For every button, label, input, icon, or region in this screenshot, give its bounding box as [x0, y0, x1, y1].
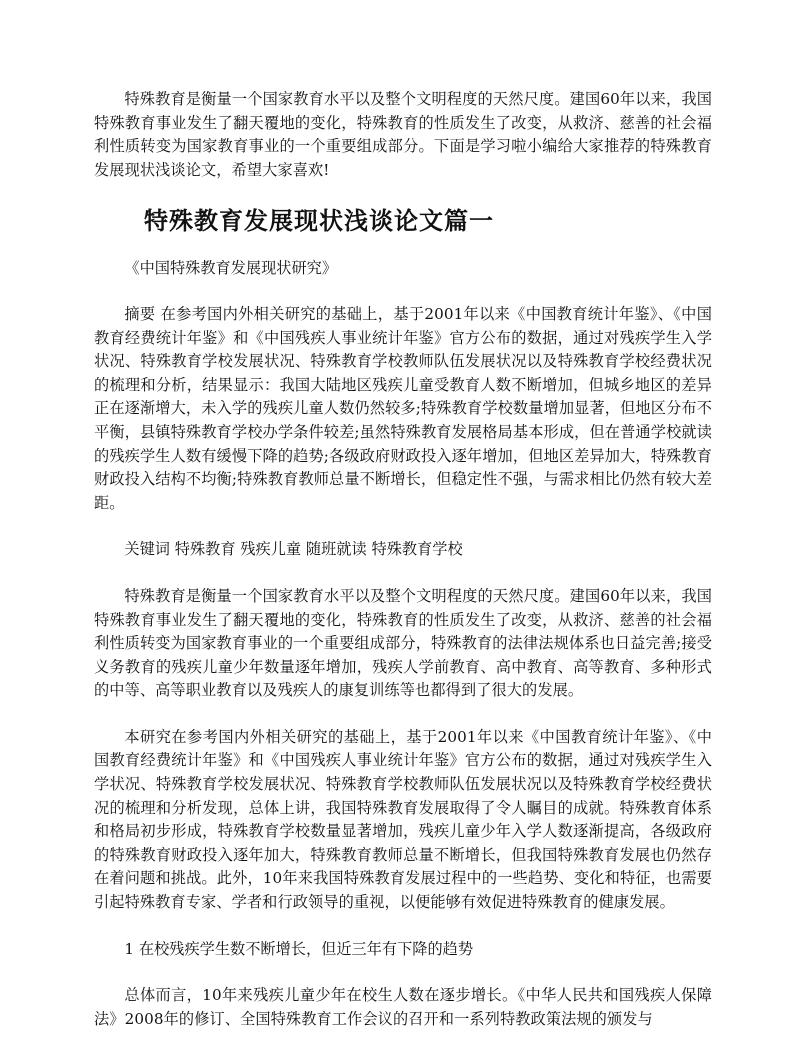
intro-paragraph: 特殊教育是衡量一个国家教育水平以及整个文明程度的天然尺度。建国60年以来，我国特殊教育事业发生了翻天覆地的变化，特殊教育的性质发生了改变，从救济、慈善的社会福利性质转变为国家教育事业的一个重要组成部分。下面是学习啦小编给大家推荐的特殊教育发展现状浅谈论文，希望大家喜欢!	[94, 90, 712, 179]
abstract-paragraph: 摘要 在参考国内外相关研究的基础上，基于2001年以来《中国教育统计年鉴》、《中国教育经费统计年鉴》和《中国残疾人事业统计年鉴》官方公布的数据，通过对残疾学生入学状况、特殊教育学校发展状况、特殊教育学校教师队伍发展状况以及特殊教育学校经费状况的梳理和分析，结果显示：我国大陆地区残疾儿童受教育人数不断增加，但城乡地区的差异正在逐渐增大，未入学的残疾儿童人数仍然较多;特殊教育学校数量增加显著，但地区分布不平衡，县镇特殊教育学校办学条件较差;虽然特殊教育发展格局基本形成，但在普通学校就读的残疾学生人数有缓慢下降的趋势;各级政府财政投入逐年增加，但地区差异加大，特殊教育财政投入结构不均衡;特殊教育教师总量不断增长，但稳定性不强，与需求相比仍然有较大差距。	[94, 304, 712, 512]
body-paragraph-1: 特殊教育是衡量一个国家教育水平以及整个文明程度的天然尺度。建国60年以来，我国特殊教育事业发生了翻天覆地的变化，特殊教育的性质发生了改变，从救济、慈善的社会福利性质转变为国家教育事业的一个重要组成部分，特殊教育的法律法规体系也日益完善;接受义务教育的残疾儿童少年数量逐年增加，残疾人学前教育、高中教育、高等教育、多种形式的中等、高等职业教育以及残疾人的康复训练等也都得到了很大的发展。	[94, 586, 712, 700]
article-heading: 特殊教育发展现状浅谈论文篇一	[144, 207, 494, 236]
reference-title: 《中国特殊教育发展现状研究》	[124, 259, 338, 278]
document-page	[94, 88, 712, 1054]
section-heading-1: 1 在校残疾学生数不断增长，但近三年有下降的趋势	[124, 939, 474, 958]
body-paragraph-2: 本研究在参考国内外相关研究的基础上，基于2001年以来《中国教育统计年鉴》、《中国教育经费统计年鉴》和《中国残疾人事业统计年鉴》官方公布的数据，通过对残疾学生入学状况、特殊教育学校发展状况、特殊教育学校教师队伍发展状况以及特殊教育学校经费状况的梳理和分析发现，总体上讲，我国特殊教育发展取得了令人瞩目的成就。特殊教育体系和格局初步形成，特殊教育学校数量显著增加，残疾儿童少年入学人数逐渐提高，各级政府的特殊教育财政投入逐年加大，特殊教育教师总量不断增长，但我国特殊教育发展也仍然存在着问题和挑战。此外，10年来我国特殊教育发展过程中的一些趋势、变化和特征，也需要引起特殊教育专家、学者和行政领导的重视，以便能够有效促进特殊教育的健康发展。	[94, 727, 712, 912]
keywords-line: 关键词 特殊教育 残疾儿童 随班就读 特殊教育学校	[124, 540, 463, 559]
body-paragraph-3: 总体而言，10年来残疾儿童少年在校生人数在逐步增长。《中华人民共和国残疾人保障法》2008年的修订、全国特殊教育工作会议的召开和一系列特教政策法规的颁发与	[94, 986, 712, 1028]
